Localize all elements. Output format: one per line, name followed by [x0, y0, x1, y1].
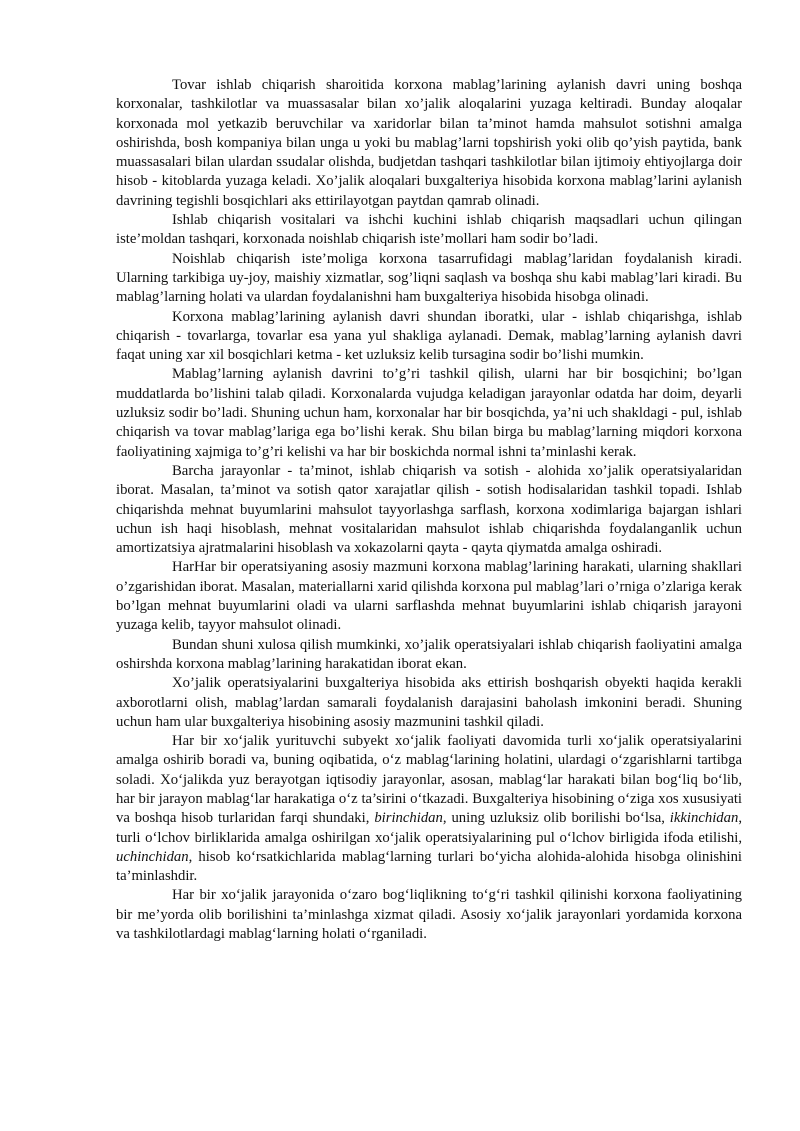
paragraph — [116, 558, 742, 635]
paragraph — [116, 462, 742, 558]
italic-term: uchinchidan — [116, 848, 189, 865]
text-segment: Har bir xo‘jalik yurituvchi subyekt xo‘jalik faoliyati davomida turli xo‘jalik operatsiyalarini amalga oshirib boradi va, buning oqibatida, o‘z mablag‘larining holatini, ulardagi o‘zgarishlarni tartibga soladi. Xo‘jalikda yuz berayotgan iqtisodiy jarayonlar, asosan, mablag‘lar harakati bilan bog‘liq bo‘lib, har bir jarayon mablag‘lar harakatiga o‘z ta’sirini o‘tkazadi. Buxgalteriya hisobining o‘ziga xos xususiyati va boshqa hisob turlaridan farqi shundaki, — [116, 733, 742, 827]
paragraph — [116, 732, 742, 886]
italic-term: birinchidan — [374, 810, 443, 827]
text-segment: Tovar ishlab chiqarish sharoitida korxona mablag’larining aylanish davri uning boshqa korxonalar, tashkilotlar va muassasalar bilan xo’jalik aloqalarini yuzaga keltiradi. Bunday aloqalar korxonada mol yetkazib beruvchilar va xaridorlar bilan ta’minot hamda mahsulot sotishni amalga oshirishda, bosh kompaniya bilan unga u yoki bu mablag’larni topshirish yoki olib qo’yish paytida, bank muassasalari bilan ulardan ssudalar olishda, budjetdan tashqari tashkilotlar bilan ijtimoiy ehtiyojlarga doir hisob - kitoblarda yuzaga keladi. Xo’jalik aloqalari buxgalteriya hisobida korxona mablag’larini aylanish davrining tegishli bosqichlari aks ettirilayotgan paytdan qamrab olinadi. — [116, 77, 742, 209]
text-segment: , uning uzluksiz olib borilishi bo‘lsa, — [442, 810, 670, 827]
text-segment: Bundan shuni xulosa qilish mumkinki, xo’jalik operatsiyalari ishlab chiqarish faoliyatini amalga oshirshda korxona mablag’larining harakatidan iborat ekan. — [116, 636, 742, 672]
text-segment: Noishlab chiqarish iste’moliga korxona tasarrufidagi mablag’laridan foydalanish kiradi. Ularning tarkibiga uy-joy, maishiy xizmatlar, sog’liqni saqlash va boshqa shu kabi mablag’lari kiradi. Bu mablag’larning holati va ulardan foydalanishni ham buxgalteriya hisobida hisobga olinadi. — [116, 250, 742, 306]
document-body — [116, 76, 742, 944]
paragraph — [116, 250, 742, 308]
text-segment: Ishlab chiqarish vositalari va ishchi kuchini ishlab chiqarish maqsadlari uchun qilingan iste’moldan tashqari, korxonada noishlab chiqarish iste’mollari ham sodir bo’ladi. — [116, 212, 742, 248]
paragraph — [116, 674, 742, 732]
text-segment: , turli o‘lchov birliklarida amalga oshirilgan xo‘jalik operatsiyalarining pul o‘lchov birligida ifoda etilishi, — [116, 810, 742, 846]
paragraph — [116, 211, 742, 250]
text-segment: , hisob ko‘rsatkichlarida mablag‘larning turlari bo‘yicha alohida-alohida hisobga olinishini ta’minlashdir. — [116, 848, 742, 885]
paragraph — [116, 308, 742, 366]
paragraph — [116, 886, 742, 944]
text-segment: Xo’jalik operatsiyalarini buxgalteriya hisobida aks ettirish boshqarish obyekti haqida kerakli axborotlarni olish, mablag’lardan samarali foydalanish darajasini baholash imkonini beradi. Shuning uchun ham ular buxgalteriya hisobining asosiy mazmunini tashkil qiladi. — [116, 675, 742, 730]
text-segment: Barcha jarayonlar - ta’minot, ishlab chiqarish va sotish - alohida xo’jalik operatsiyalaridan iborat. Masalan, ta’minot va sotish qator xarajatlar qilish - sotish hodisalaridan tashkil topadi. Ishlab chiqarishda mehnat buyumlarini mahsulot tayyorlashga sarflash, korxona xodimlariga bajargan ishlari uchun ish haqi hisoblash, mehnat vositalaridan mahsulot ishlab chiqarishda foydalanganlik uchun amortizatsiya ajratmalarini hisoblash va xokazolarni qayta - qayta qiymatda amalga oshiradi. — [116, 462, 742, 557]
paragraph — [116, 365, 742, 461]
text-segment: Mablag’larning aylanish davrini to’g’ri tashkil qilish, ularni har bir bosqichini; bo’lgan muddatlarda bo’lishini talab qiladi. Korxonalarda vujudga keladigan jarayonlar odatda har doim, deyarli uzluksiz sodir bo’ladi. Shuning uchun ham, korxonalar har bir bosqichda, ya’ni uch shakldagi - pul, ishlab chiqarish va tovar mablag’lariga ega bo’lishi kerak. Shu bilan birga bu mablag’larning miqdori korxona faoliyatining xajmiga to’g’ri kelishi va har bir boskichda normal ishni ta’minlashi kerak. — [116, 366, 742, 460]
text-segment: Korxona mablag’larining aylanish davri shundan iboratki, ular - ishlab chiqarishga, ishlab chiqarish - tovarlarga, tovarlar esa yana yul shakliga aylanadi. Demak, mablag’larning aylanish davri faqat uning xar xil bosqichlari ketma - ket uzluksiz kelib tursagina sodir bo’lishi mumkin. — [116, 308, 742, 364]
italic-term: ikkinchidan — [669, 810, 739, 827]
paragraph — [116, 76, 742, 211]
paragraph — [116, 636, 742, 675]
text-segment: HarHar bir operatsiyaning asosiy mazmuni korxona mablag’larining harakati, ularning shakllari o’zgarishidan iborat. Masalan, materiallarni xarid qilishda korxona pul mablag’lari o’rniga o’zlariga kerak bo’lgan mehnat buyumlarini oladi va ularni sarflashda mehnat buyumlarini ishlab chiqarish jarayoni yuzaga kelib, tayyor mahsulot olinadi. — [116, 559, 742, 634]
text-segment: Har bir xo‘jalik jarayonida o‘zaro bog‘liqlikning to‘g‘ri tashkil qilinishi korxona faoliyatining bir me’yorda olib borilishini ta’minlashga xizmat qiladi. Asosiy xo‘jalik jarayonlari yordamida korxona va tashkilotlardagi mablag‘larning holati o‘rganiladi. — [116, 887, 742, 943]
